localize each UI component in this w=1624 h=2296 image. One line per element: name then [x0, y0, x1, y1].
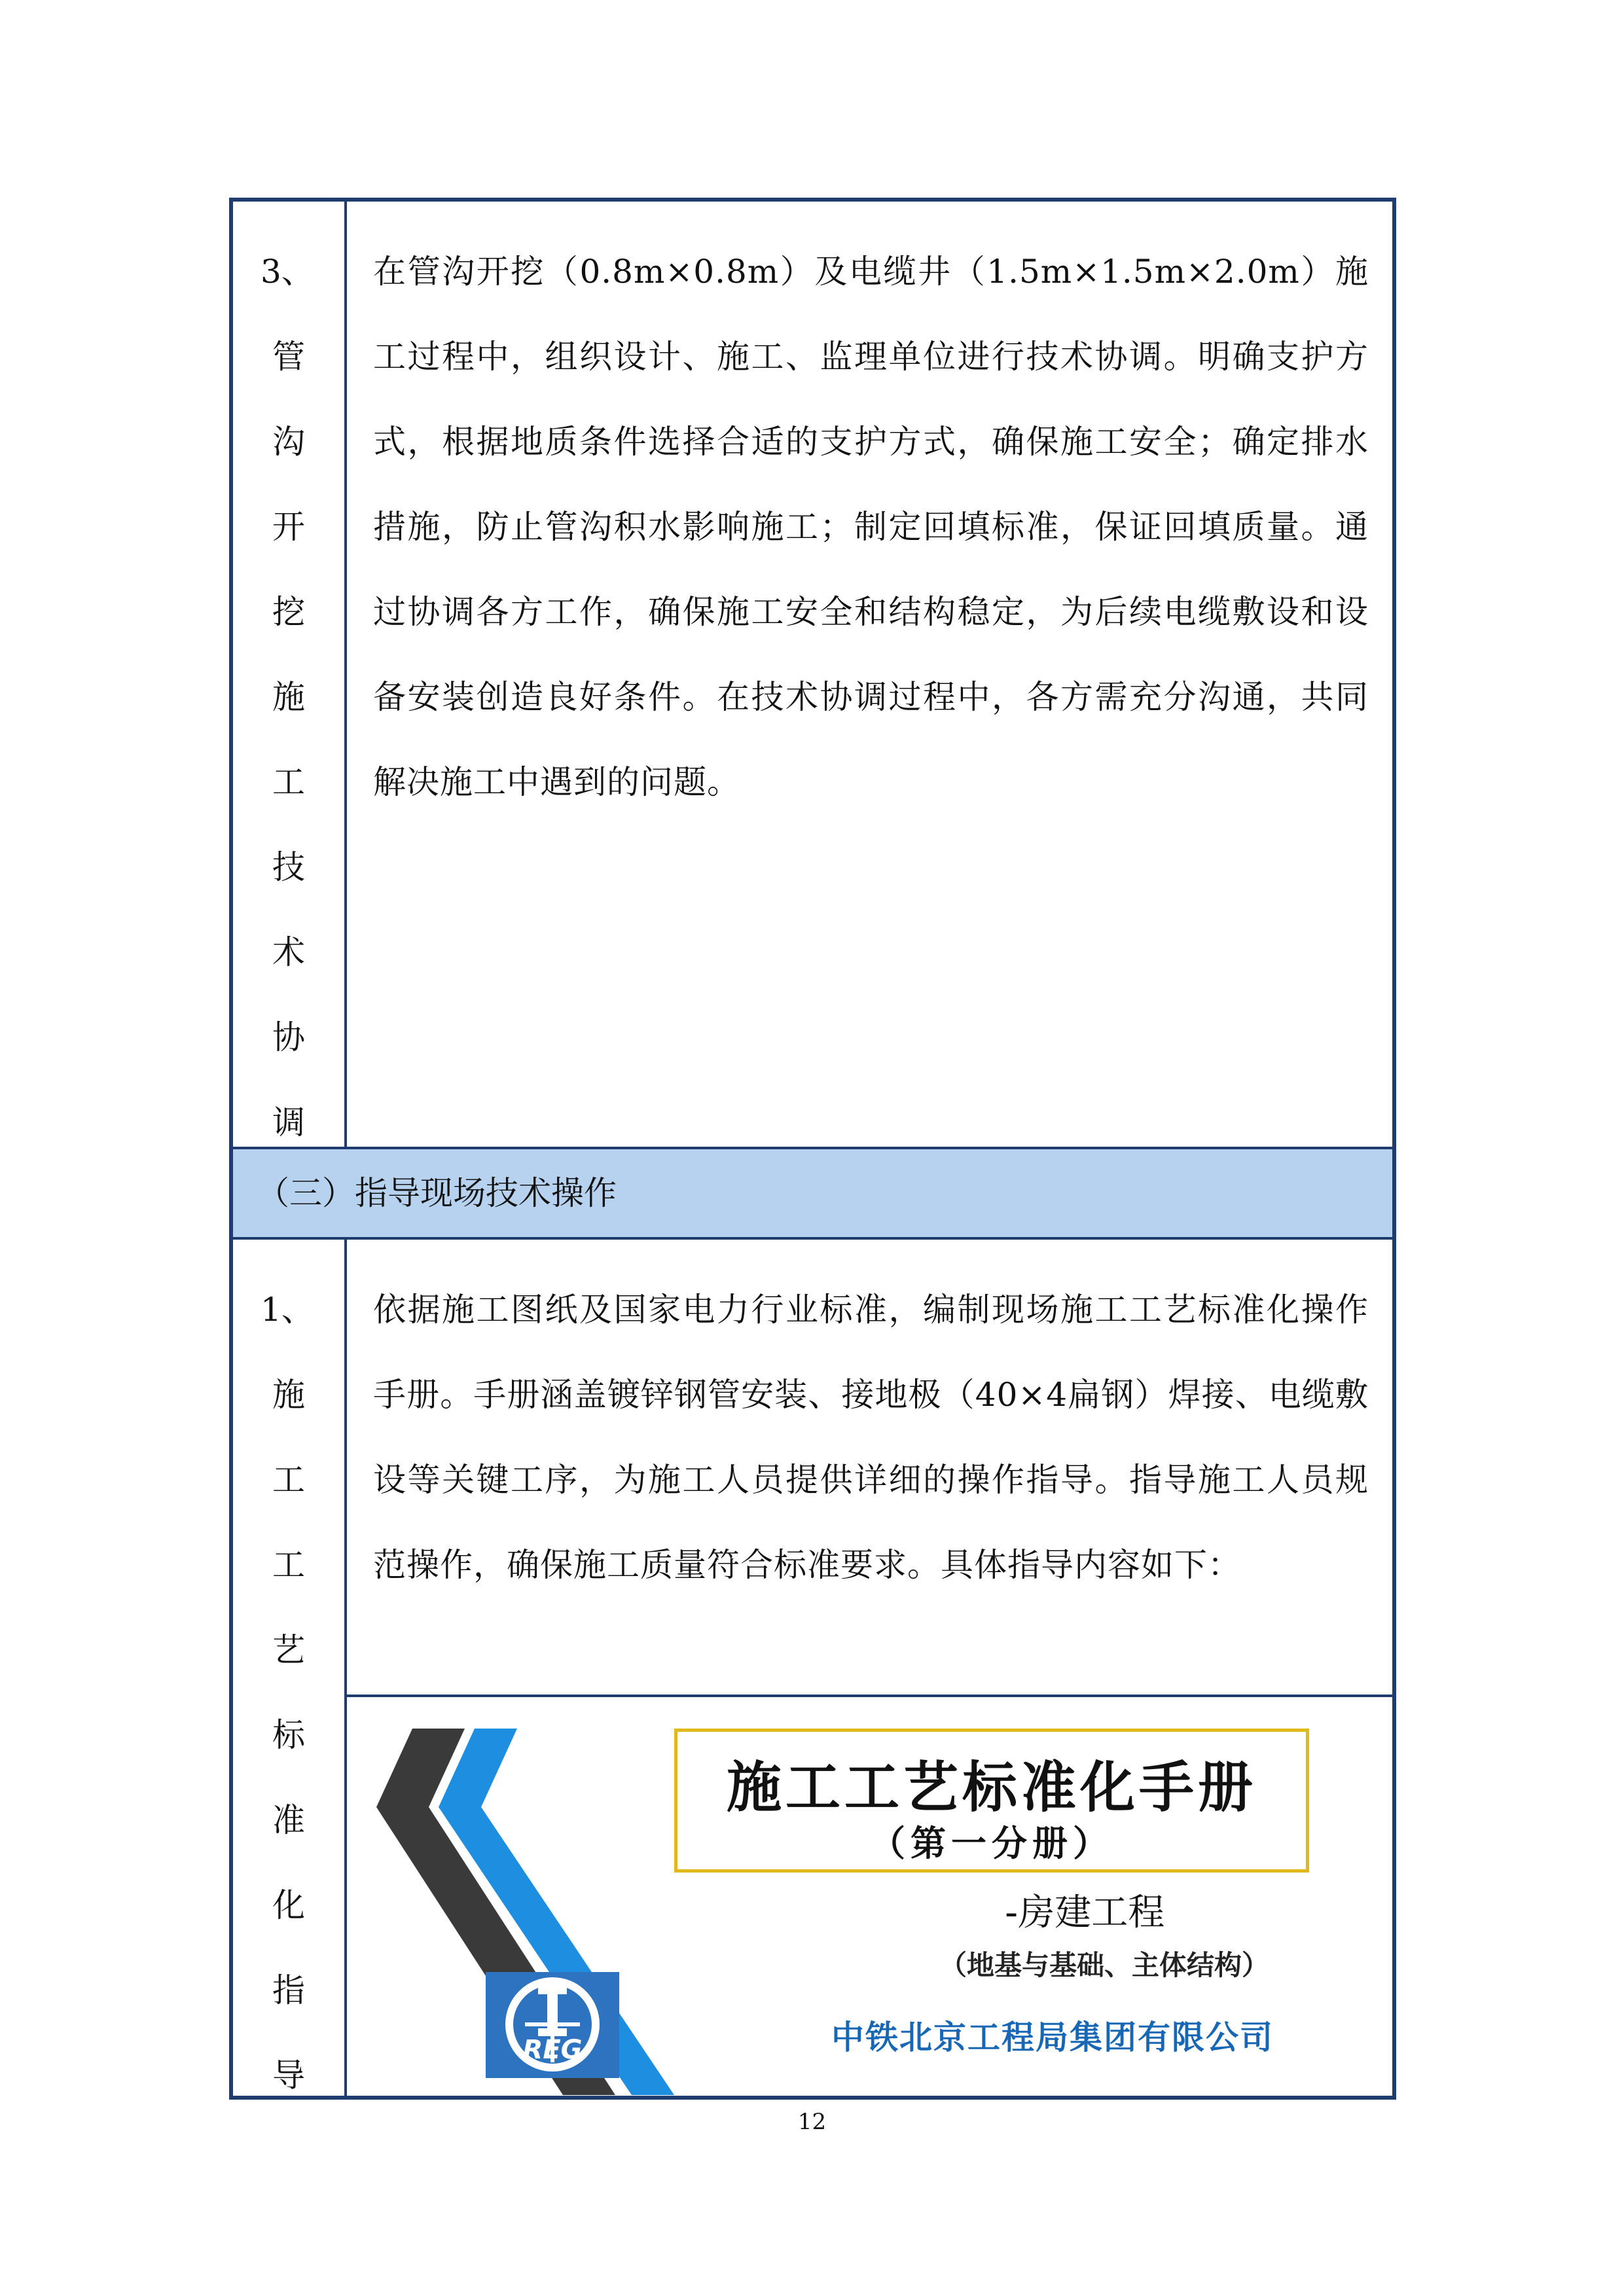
label-char: 沟 — [272, 423, 305, 461]
cover-title: 施工工艺标准化手册 — [726, 1755, 1257, 1820]
vertical-label — [233, 229, 344, 1165]
paragraph-standardization: 依据施工图纸及国家电力行业标准，编制现场施工工艺标准化操作手册。手册涵盖镀锌钢管安装、接地极（40×4扁钢）焊接、电缆敷设等关键工序，为施工人员提供详细的操作指导。指导施工人员规范操作，确保施工质量符合标准要求。具体指导内容如下： — [373, 1291, 1369, 1584]
label-char: 施 — [272, 1376, 305, 1414]
row-content-cell — [347, 1240, 1392, 2096]
paragraph-pipe-trench: 在管沟开挖（0.8m×0.8m）及电缆井（1.5m×1.5m×2.0m）施工过程中，组织设计、施工、监理单位进行技术协调。明确支护方式，根据地质条件选择合适的支护方式，确保施工安全；确定排水措施，防止管沟积水影响施工；制定回填标准，保证回填质量。通过协调各方工作，确保施工安全和结构稳定，为后续电缆敷设和设备安装创造良好条件。在技术协调过程中，各方需充分沟通，共同解决施工中遇到的问题。 — [373, 253, 1369, 801]
row-label-cell — [233, 1240, 347, 2096]
row-label-cell — [233, 202, 347, 1147]
label-char: 化 — [272, 1886, 305, 1924]
cover-subject: -房建工程 — [1005, 1892, 1165, 1934]
vertical-label — [233, 1267, 344, 2118]
cover-company-name: 中铁北京工程局集团有限公司 — [831, 2018, 1274, 2056]
row-number: 3、 — [261, 253, 314, 291]
label-char: 指 — [272, 1971, 305, 2009]
label-char: 技 — [272, 848, 305, 886]
section-header-row — [233, 1149, 1392, 1240]
label-char: 准 — [272, 1801, 305, 1839]
label-char: 协 — [272, 1018, 305, 1056]
label-char: 调 — [272, 1103, 305, 1141]
label-char: 挖 — [272, 593, 305, 631]
company-logo — [486, 1972, 619, 2078]
label-char: 术 — [272, 933, 305, 971]
manual-cover-image — [347, 1695, 1392, 2096]
cover-subtitle: （第一分册） — [870, 1823, 1113, 1864]
cover-title-frame — [674, 1729, 1309, 1873]
row-number: 1、 — [261, 1291, 314, 1329]
label-char: 管 — [272, 338, 305, 376]
label-char: 标 — [272, 1716, 305, 1754]
label-char: 导 — [272, 2056, 305, 2094]
row-content-cell — [347, 202, 1392, 1147]
label-char: 工 — [272, 763, 305, 801]
label-char: 工 — [272, 1461, 305, 1499]
table-row-standardization — [233, 1240, 1392, 2096]
label-char: 艺 — [272, 1631, 305, 1669]
logo-text: REG — [522, 2035, 583, 2065]
label-char: 施 — [272, 678, 305, 716]
content-table — [229, 198, 1396, 2100]
page-number: 12 — [797, 2109, 827, 2135]
label-char: 工 — [272, 1546, 305, 1584]
label-char: 开 — [272, 508, 305, 546]
table-row-pipe-trench — [233, 202, 1392, 1149]
cover-scope: （地基与基础、主体结构） — [939, 1949, 1270, 1981]
section-title: （三）指导现场技术操作 — [257, 1174, 617, 1212]
